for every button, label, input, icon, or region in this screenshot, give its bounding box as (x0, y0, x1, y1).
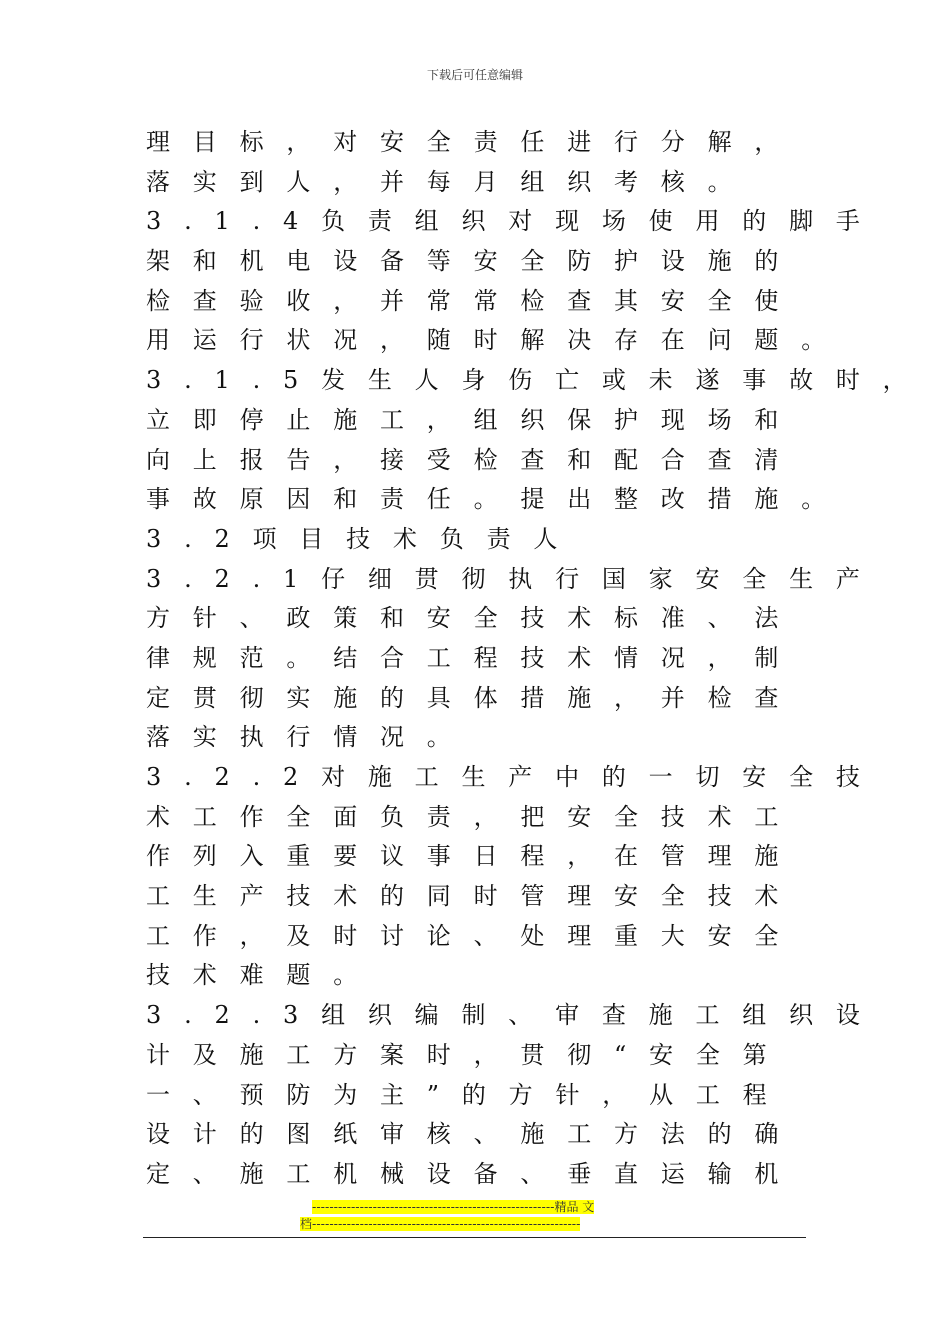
text-line: 术工作全面负责，把安全技术工 (146, 802, 802, 831)
text-line: 3.1.4负责组织对现场使用的脚手 (146, 207, 883, 236)
footer-divider (143, 1237, 806, 1238)
text-line: 立即停止施工，组织保护现场和 (146, 405, 802, 434)
text-line: 3.2.3组织编制、审查施工组织设 (146, 1001, 883, 1030)
text-line: 事故原因和责任。提出整改措施。 (146, 485, 848, 514)
section-heading: 3.2项目技术负责人 (146, 524, 581, 553)
text-line: 计及施工方案时，贯彻“安全第 (146, 1040, 790, 1069)
header-note: 下载后可任意编辑 (426, 68, 523, 82)
text-line: 检查验收，并常常检查其安全使 (146, 286, 802, 315)
text-line: 定贯彻实施的具体措施，并检查 (146, 683, 802, 712)
text-line: 架和机电设备等安全防护设施的 (146, 247, 802, 276)
text-line: 工作，及时讨论、处理重大安全 (146, 921, 802, 950)
text-line: 律规范。结合工程技术情况，制 (146, 643, 802, 672)
text-line: 落实到人，并每月组织考核。 (146, 167, 755, 196)
text-line: 设计的图纸审核、施工方法的确 (146, 1120, 802, 1149)
footer-line-1 (300, 1199, 650, 1216)
text-line: 3.1.5发生人身伤亡或未遂事故时， (146, 366, 930, 395)
document-body (146, 123, 930, 1195)
text-line: 定、施工机械设备、垂直运输机 (146, 1159, 802, 1188)
text-line: 工生产技术的同时管理安全技术 (146, 882, 802, 911)
text-line: 一、预防为主”的方针，从工程 (146, 1080, 790, 1109)
footer-highlight-1: --------------------------------------------------------精品 文 (312, 1200, 595, 1214)
footer-line-2 (300, 1216, 650, 1233)
text-line: 作列入重要议事日程，在管理施 (146, 842, 802, 871)
footer-watermark (300, 1199, 650, 1233)
text-line: 方针、政策和安全技术标准、法 (146, 604, 802, 633)
text-line: 理目标，对安全责任进行分解， (146, 128, 802, 156)
text-line: 用运行状况，随时解决存在问题。 (146, 326, 848, 355)
text-line: 3.2.2对施工生产中的一切安全技 (146, 763, 883, 791)
text-line: 3.2.1仔细贯彻执行国家安全生产 (146, 564, 883, 593)
text-line: 落实执行情况。 (146, 723, 474, 752)
text-line: 技术难题。 (146, 961, 380, 990)
text-line: 向上报告，接受检查和配合查清 (146, 445, 802, 474)
footer-highlight-2: 档-------------------------------------------------------------- (300, 1217, 581, 1231)
